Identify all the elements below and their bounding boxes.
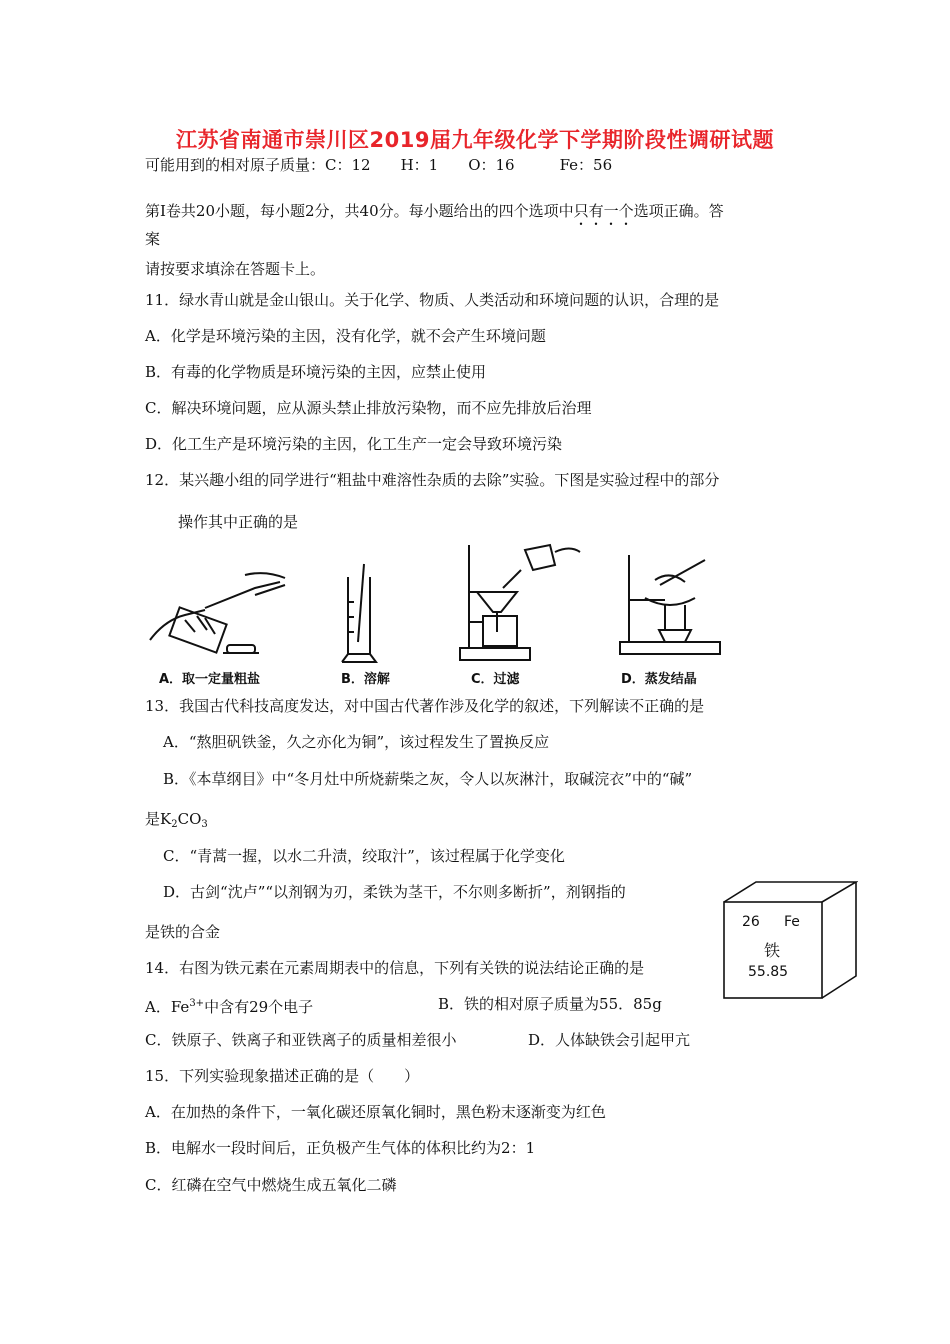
- q14-option-a: [145, 994, 313, 1017]
- fe-label: A．Fe: [145, 998, 190, 1016]
- formula-k: 是K: [145, 810, 172, 828]
- figure-c-filter: [455, 540, 585, 665]
- instructions-line1: [145, 201, 724, 229]
- lab-operations-figure: [145, 540, 725, 685]
- element-symbol: Fe: [784, 914, 800, 930]
- instructions-text-a: 第Ⅰ卷共20小题，每小题2分，共40分。每小题给出的四个选项中: [145, 202, 574, 220]
- figure-b-dissolve: [330, 562, 390, 667]
- q13-option-b-line2: [145, 809, 208, 835]
- q12-stem-line1: 12．某兴趣小组的同学进行“粗盐中难溶性杂质的去除”实验。下图是实验过程中的部分: [145, 471, 720, 489]
- fe-charge: 3+: [189, 998, 205, 1009]
- q13-option-a: A．“熬胆矾铁釜，久之亦化为铜”，该过程发生了置换反应: [163, 733, 550, 751]
- q13-option-d-line2: 是铁的合金: [145, 923, 221, 941]
- instructions-line2: 案: [145, 230, 161, 248]
- q12-stem-line2: 操作其中正确的是: [178, 513, 299, 531]
- caption-c: C．过滤: [471, 672, 520, 687]
- caption-a: A．取一定量粗盐: [159, 672, 261, 687]
- element-mass: 55.85: [748, 964, 789, 980]
- q15-option-a: A．在加热的条件下，一氧化碳还原氧化铜时，黑色粉末逐渐变为红色: [145, 1103, 606, 1121]
- q14-stem: 14．右图为铁元素在元素周期表中的信息，下列有关铁的说法结论正确的是: [145, 959, 645, 977]
- formula-sub-3: 3: [201, 819, 208, 830]
- formula-sub-2: 2: [171, 819, 178, 830]
- caption-b: B．溶解: [341, 672, 390, 687]
- instructions-text-b: 选项正确。答: [633, 202, 724, 220]
- q11-stem: 11．绿水青山就是金山银山。关于化学、物质、人类活动和环境问题的认识，合理的是: [145, 291, 720, 309]
- iron-element-cell: [722, 880, 858, 1000]
- q13-option-b-line1: B．《本草纲目》中“冬月灶中所烧薪柴之灰，令人以灰淋汁，取碱浣衣”中的“碱”: [163, 770, 693, 788]
- element-number: 26: [742, 914, 760, 930]
- q13-option-c: C．“青蒿一握，以水二升渍，绞取汁”，该过程属于化学变化: [163, 847, 565, 865]
- formula-co: CO: [177, 810, 202, 828]
- figure-a-take-salt: [145, 560, 305, 670]
- caption-d: D．蒸发结晶: [621, 672, 697, 687]
- page-title: 江苏省南通市崇川区2019届九年级化学下学期阶段性调研试题: [176, 128, 774, 152]
- emphasis-only-one: 只有一个: [573, 202, 634, 220]
- q11-option-c: C．解决环境问题，应从源头禁止排放污染物，而不应先排放后治理: [145, 399, 592, 417]
- q13-stem: 13．我国古代科技高度发达，对中国古代著作涉及化学的叙述，下列解读不正确的是: [145, 697, 705, 715]
- q15-stem: 15．下列实验现象描述正确的是（ ）: [145, 1067, 420, 1085]
- q11-option-b: B．有毒的化学物质是环境污染的主因，应禁止使用: [145, 363, 487, 381]
- q14-option-b: B．铁的相对原子质量为55．85g: [438, 995, 662, 1013]
- fe-text: 中含有29个电子: [204, 998, 314, 1016]
- atomic-masses: 可能用到的相对原子质量：C：12 H：1 O：16 Fe：56: [145, 156, 613, 174]
- element-name: 铁: [764, 941, 781, 960]
- q13-option-d-line1: D．古剑“沈卢”“以剂钢为刃，柔铁为茎干，不尔则多断折”，剂钢指的: [163, 883, 626, 901]
- q11-option-d: D．化工生产是环境污染的主因，化工生产一定会导致环境污染: [145, 435, 563, 453]
- q15-option-c: C．红磷在空气中燃烧生成五氧化二磷: [145, 1176, 397, 1194]
- instructions-line3: 请按要求填涂在答题卡上。: [145, 260, 326, 278]
- q11-option-a: A．化学是环境污染的主因，没有化学，就不会产生环境问题: [145, 327, 546, 345]
- q15-option-b: B．电解水一段时间后，正负极产生气体的体积比约为2：1: [145, 1139, 536, 1157]
- cube-outline: [722, 880, 858, 1000]
- q14-option-d: D．人体缺铁会引起甲亢: [528, 1031, 691, 1049]
- figure-d-evaporate: [615, 550, 725, 665]
- q14-option-c: C．铁原子、铁离子和亚铁离子的质量相差很小: [145, 1031, 457, 1049]
